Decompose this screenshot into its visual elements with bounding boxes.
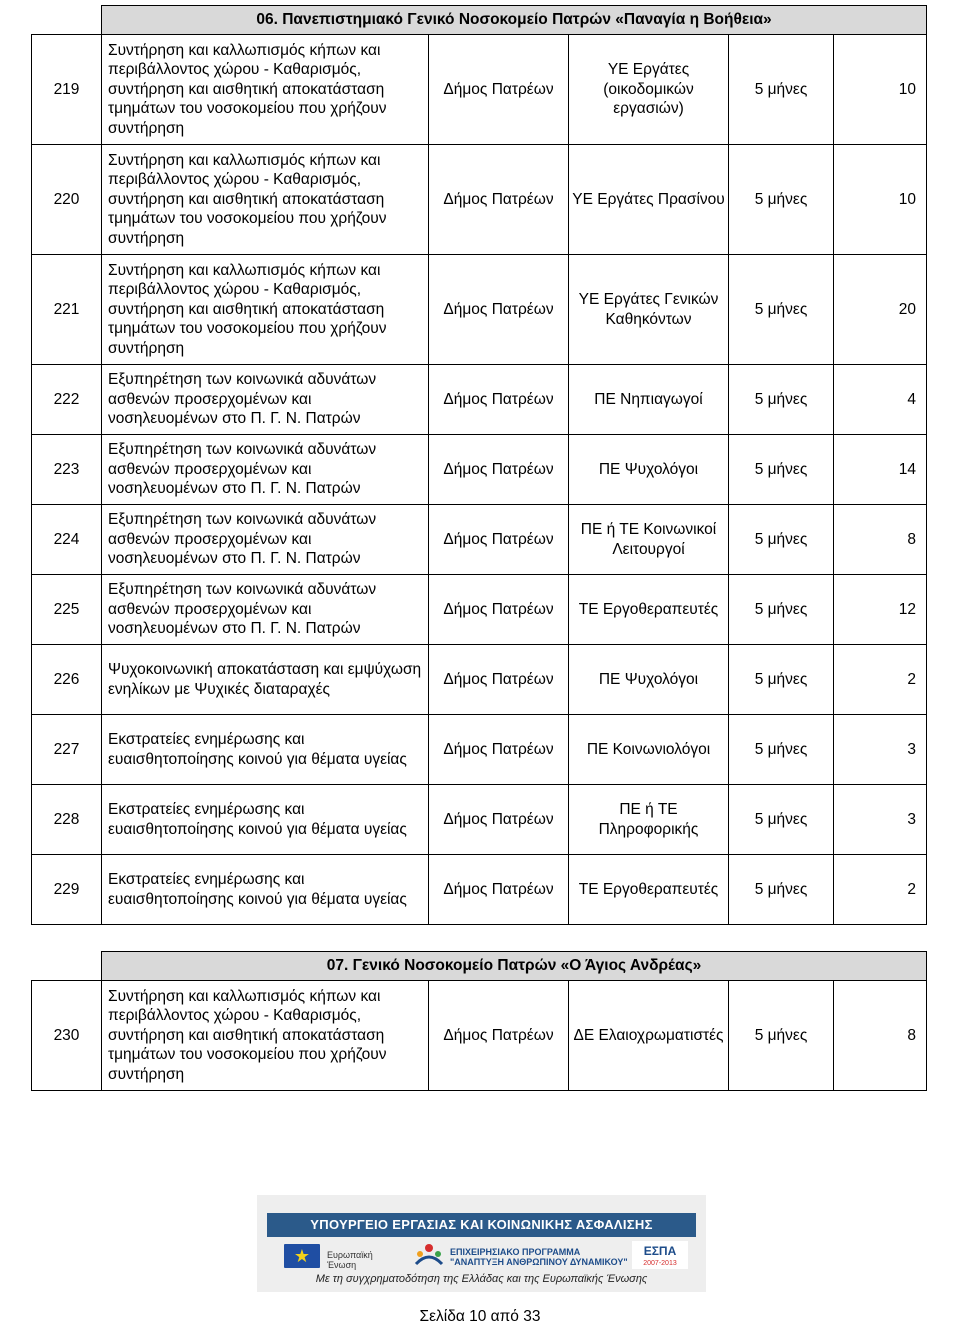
- table-row: [32, 435, 927, 505]
- host-organization: Δήμος Πατρέων: [429, 365, 569, 435]
- section-07-table: [31, 951, 927, 1091]
- positions-count: 10: [834, 145, 927, 255]
- table-row: [32, 575, 927, 645]
- positions-count: 8: [834, 505, 927, 575]
- table-row: [32, 785, 927, 855]
- project-description: Συντήρηση και καλλωπισμός κήπων και περιβάλλοντος χώρου - Καθαρισμός, συντήρηση και αισθητική αποκατάσταση τμημάτων του νοσοκομείου που χρήζουν συντήρηση: [102, 35, 429, 145]
- job-specialty: ΠΕ Κοινωνιολόγοι: [569, 715, 729, 785]
- host-organization: Δήμος Πατρέων: [429, 505, 569, 575]
- host-organization: Δήμος Πατρέων: [429, 855, 569, 925]
- section-07-header-row: [32, 952, 927, 981]
- job-specialty: ΤΕ Εργοθεραπευτές: [569, 855, 729, 925]
- host-organization: Δήμος Πατρέων: [429, 255, 569, 365]
- duration: 5 μήνες: [729, 435, 834, 505]
- duration: 5 μήνες: [729, 715, 834, 785]
- human-figures-icon: [412, 1242, 446, 1270]
- eu-label: Ευρωπαϊκή Ένωση: [327, 1250, 373, 1270]
- duration: 5 μήνες: [729, 35, 834, 145]
- duration: 5 μήνες: [729, 981, 834, 1091]
- host-organization: Δήμος Πατρέων: [429, 785, 569, 855]
- project-description: Εξυπηρέτηση των κοινωνικά αδυνάτων ασθενών προσερχομένων και νοσηλευομένων στο Π. Γ. Ν. Πατρών: [102, 435, 429, 505]
- job-specialty: ΥΕ Εργάτες Γενικών Καθηκόντων: [569, 255, 729, 365]
- positions-count: 20: [834, 255, 927, 365]
- project-description: Εκστρατείες ενημέρωσης και ευαισθητοποίησης κοινού για θέματα υγείας: [102, 855, 429, 925]
- programme-line-1: ΕΠΙΧΕΙΡΗΣΙΑΚΟ ΠΡΟΓΡΑΜΜΑ: [450, 1247, 581, 1257]
- section-07-title: 07. Γενικό Νοσοκομείο Πατρών «Ο Άγιος Ανδρέας»: [102, 952, 927, 981]
- table-row: [32, 645, 927, 715]
- host-organization: Δήμος Πατρέων: [429, 981, 569, 1091]
- table-row: [32, 145, 927, 255]
- host-organization: Δήμος Πατρέων: [429, 715, 569, 785]
- project-description: Συντήρηση και καλλωπισμός κήπων και περιβάλλοντος χώρου - Καθαρισμός, συντήρηση και αισθητική αποκατάσταση τμημάτων του νοσοκομείου που χρήζουν συντήρηση: [102, 145, 429, 255]
- positions-count: 14: [834, 435, 927, 505]
- job-specialty: ΤΕ Εργοθεραπευτές: [569, 575, 729, 645]
- table-row: [32, 981, 927, 1091]
- table-row: [32, 35, 927, 145]
- row-number: 227: [32, 715, 102, 785]
- cofunding-banner: [257, 1195, 706, 1292]
- positions-count: 10: [834, 35, 927, 145]
- positions-count: 8: [834, 981, 927, 1091]
- row-number: 221: [32, 255, 102, 365]
- cofunding-text: Με τη συγχρηματοδότηση της Ελλάδας και της Ευρωπαϊκής Ένωσης: [315, 1273, 648, 1285]
- duration: 5 μήνες: [729, 505, 834, 575]
- section-06-title: 06. Πανεπιστημιακό Γενικό Νοσοκομείο Πατρών «Παναγία η Βοήθεια»: [102, 6, 927, 35]
- programme-line-2: "ΑΝΑΠΤΥΞΗ ΑΝΘΡΩΠΙΝΟΥ ΔΥΝΑΜΙΚΟΥ": [450, 1257, 628, 1267]
- project-description: Εκστρατείες ενημέρωσης και ευαισθητοποίησης κοινού για θέματα υγείας: [102, 715, 429, 785]
- duration: 5 μήνες: [729, 785, 834, 855]
- positions-count: 12: [834, 575, 927, 645]
- row-number: 219: [32, 35, 102, 145]
- espa-logo-icon: [632, 1241, 688, 1269]
- espa-label: ΕΣΠΑ: [643, 1244, 677, 1258]
- job-specialty: ΠΕ Νηπιαγωγοί: [569, 365, 729, 435]
- job-specialty: ΥΕ Εργάτες Πρασίνου: [569, 145, 729, 255]
- job-specialty: ΠΕ Ψυχολόγοι: [569, 435, 729, 505]
- eu-flag-icon: ★: [284, 1244, 320, 1268]
- row-number: 223: [32, 435, 102, 505]
- host-organization: Δήμος Πατρέων: [429, 645, 569, 715]
- row-number: 226: [32, 645, 102, 715]
- section-06-header-row: [32, 6, 927, 35]
- host-organization: Δήμος Πατρέων: [429, 435, 569, 505]
- table-row: [32, 505, 927, 575]
- duration: 5 μήνες: [729, 255, 834, 365]
- duration: 5 μήνες: [729, 365, 834, 435]
- project-description: Εκστρατείες ενημέρωσης και ευαισθητοποίησης κοινού για θέματα υγείας: [102, 785, 429, 855]
- job-specialty: ΥΕ Εργάτες (οικοδομικών εργασιών): [569, 35, 729, 145]
- programme-logo: [450, 1247, 630, 1267]
- row-number: 228: [32, 785, 102, 855]
- job-specialty: ΔΕ Ελαιοχρωματιστές: [569, 981, 729, 1091]
- positions-count: 2: [834, 855, 927, 925]
- host-organization: Δήμος Πατρέων: [429, 35, 569, 145]
- host-organization: Δήμος Πατρέων: [429, 145, 569, 255]
- row-number: 224: [32, 505, 102, 575]
- section-06-rows: [32, 35, 927, 925]
- row-number: 229: [32, 855, 102, 925]
- positions-count: 3: [834, 715, 927, 785]
- row-number: 230: [32, 981, 102, 1091]
- section-06-table: [31, 5, 927, 925]
- job-specialty: ΠΕ ή ΤΕ Πληροφορικής: [569, 785, 729, 855]
- project-description: Συντήρηση και καλλωπισμός κήπων και περιβάλλοντος χώρου - Καθαρισμός, συντήρηση και αισθητική αποκατάσταση τμημάτων του νοσοκομείου που χρήζουν συντήρηση: [102, 255, 429, 365]
- project-description: Εξυπηρέτηση των κοινωνικά αδυνάτων ασθενών προσερχομένων και νοσηλευομένων στο Π. Γ. Ν. Πατρών: [102, 575, 429, 645]
- job-specialty: ΠΕ Ψυχολόγοι: [569, 645, 729, 715]
- positions-count: 3: [834, 785, 927, 855]
- table-row: [32, 855, 927, 925]
- positions-count: 2: [834, 645, 927, 715]
- row-number: 222: [32, 365, 102, 435]
- duration: 5 μήνες: [729, 855, 834, 925]
- project-description: Εξυπηρέτηση των κοινωνικά αδυνάτων ασθενών προσερχομένων και νοσηλευομένων στο Π. Γ. Ν. Πατρών: [102, 505, 429, 575]
- job-specialty: ΠΕ ή ΤΕ Κοινωνικοί Λειτουργοί: [569, 505, 729, 575]
- ministry-banner: ΥΠΟΥΡΓΕΙΟ ΕΡΓΑΣΙΑΣ ΚΑΙ ΚΟΙΝΩΝΙΚΗΣ ΑΣΦΑΛΙΣΗΣ: [267, 1213, 696, 1237]
- table-row: [32, 255, 927, 365]
- espa-years: 2007-2013: [643, 1260, 677, 1267]
- duration: 5 μήνες: [729, 575, 834, 645]
- section-07-rows: [32, 981, 927, 1091]
- row-number: 220: [32, 145, 102, 255]
- positions-count: 4: [834, 365, 927, 435]
- row-number: 225: [32, 575, 102, 645]
- page-number: Σελίδα 10 από 33: [419, 1308, 541, 1325]
- table-row: [32, 365, 927, 435]
- host-organization: Δήμος Πατρέων: [429, 575, 569, 645]
- table-row: [32, 715, 927, 785]
- project-description: Ψυχοκοινωνική αποκατάσταση και εμψύχωση ενηλίκων με Ψυχικές διαταραχές: [102, 645, 429, 715]
- duration: 5 μήνες: [729, 145, 834, 255]
- project-description: Συντήρηση και καλλωπισμός κήπων και περιβάλλοντος χώρου - Καθαρισμός, συντήρηση και αισθητική αποκατάσταση τμημάτων του νοσοκομείου που χρήζουν συντήρηση: [102, 981, 429, 1091]
- duration: 5 μήνες: [729, 645, 834, 715]
- project-description: Εξυπηρέτηση των κοινωνικά αδυνάτων ασθενών προσερχομένων και νοσηλευομένων στο Π. Γ. Ν. Πατρών: [102, 365, 429, 435]
